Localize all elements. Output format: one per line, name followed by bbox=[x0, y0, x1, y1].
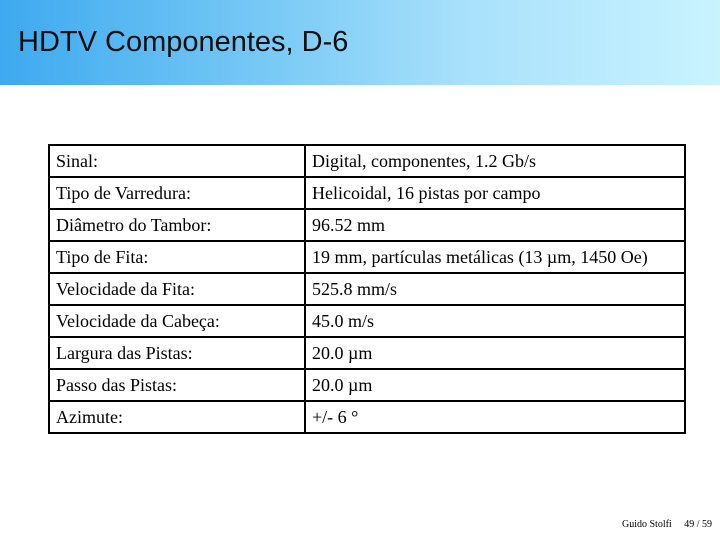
row-value: 20.0 µm bbox=[305, 369, 685, 401]
page-number: 49 / 59 bbox=[684, 519, 712, 530]
slide-header bbox=[0, 0, 720, 85]
table-row bbox=[49, 273, 685, 305]
row-label: Tipo de Fita: bbox=[49, 241, 305, 273]
table-row bbox=[49, 369, 685, 401]
row-label: Sinal: bbox=[49, 145, 305, 177]
row-label: Diâmetro do Tambor: bbox=[49, 209, 305, 241]
table-row bbox=[49, 177, 685, 209]
footer-author: Guido Stolfi bbox=[621, 519, 672, 530]
row-value: 20.0 µm bbox=[305, 337, 685, 369]
row-value: Digital, componentes, 1.2 Gb/s bbox=[305, 145, 685, 177]
row-value: +/- 6 ° bbox=[305, 401, 685, 433]
row-label: Passo das Pistas: bbox=[49, 369, 305, 401]
spec-table bbox=[48, 144, 686, 434]
row-value: 525.8 mm/s bbox=[305, 273, 685, 305]
row-value: Helicoidal, 16 pistas por campo bbox=[305, 177, 685, 209]
row-label: Velocidade da Fita: bbox=[49, 273, 305, 305]
row-label: Azimute: bbox=[49, 401, 305, 433]
table-row bbox=[49, 401, 685, 433]
row-value: 96.52 mm bbox=[305, 209, 685, 241]
row-label: Largura das Pistas: bbox=[49, 337, 305, 369]
row-value: 45.0 m/s bbox=[305, 305, 685, 337]
table-row bbox=[49, 209, 685, 241]
table-row bbox=[49, 337, 685, 369]
row-value: 19 mm, partículas metálicas (13 µm, 1450 Oe) bbox=[305, 241, 685, 273]
table-row bbox=[49, 305, 685, 337]
slide-footer bbox=[622, 519, 712, 530]
table-row bbox=[49, 241, 685, 273]
slide-title: HDTV Componentes, D-6 bbox=[18, 26, 349, 58]
table-row bbox=[49, 145, 685, 177]
row-label: Tipo de Varredura: bbox=[49, 177, 305, 209]
row-label: Velocidade da Cabeça: bbox=[49, 305, 305, 337]
